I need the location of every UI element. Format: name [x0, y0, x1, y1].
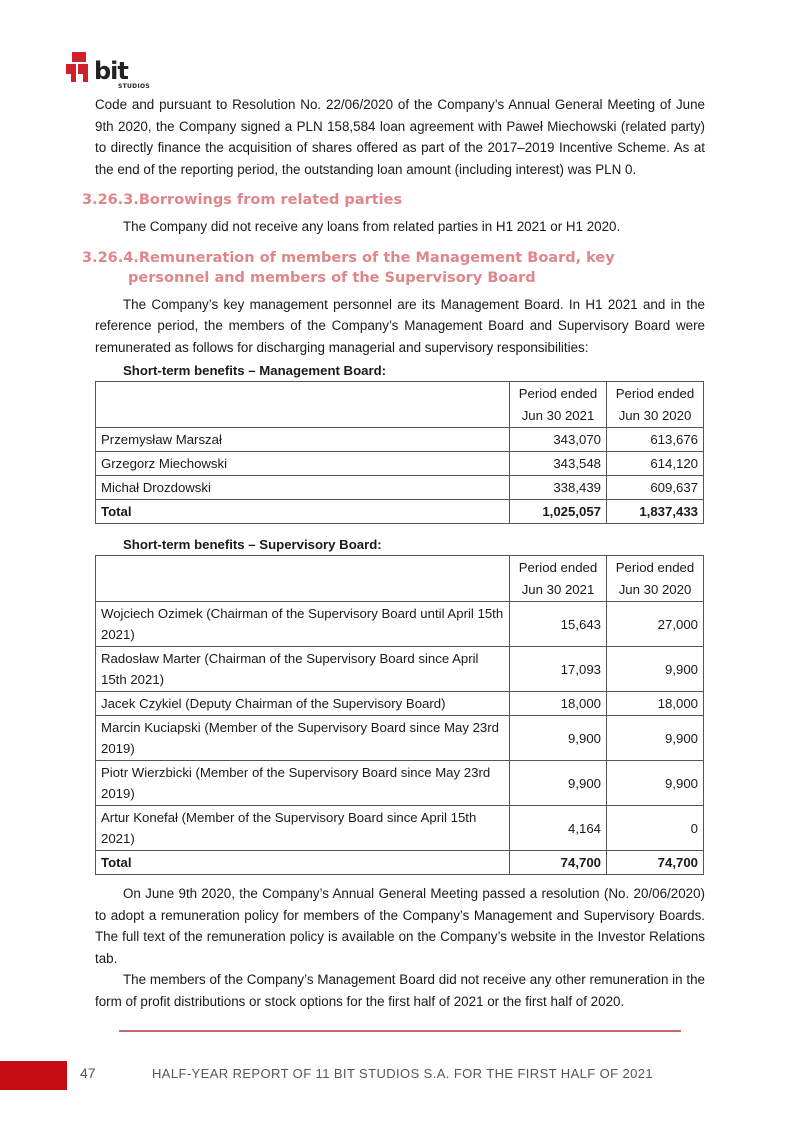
- value-2020: 27,000: [607, 602, 704, 647]
- heading-borrowings: 3.26.3.Borrowings from related parties: [82, 192, 403, 208]
- value-2020: 0: [607, 806, 704, 851]
- member-name: Piotr Wierzbicki (Member of the Supervisory Board since May 23rd 2019): [96, 761, 510, 806]
- company-logo: [66, 50, 156, 94]
- member-name: Artur Konefał (Member of the Supervisory Board since April 15th 2021): [96, 806, 510, 851]
- intro-paragraph: Code and pursuant to Resolution No. 22/06/2020 of the Company’s Annual General Meeting of June 9th 2020, the Company signed a PLN 158,584 loan agreement with Paweł Miechowski (related party) to directly finance the acquisition of shares offered as part of the 2017–2019 Incentive Scheme. As at the end of the reporting period, the outstanding loan amount (including interest) was PLN 0.: [95, 97, 705, 177]
- value-2020: 609,637: [607, 476, 704, 500]
- member-name: Grzegorz Miechowski: [96, 452, 510, 476]
- page-content: [82, 94, 705, 1012]
- total-label: Total: [96, 851, 510, 875]
- mgmt-table-caption: Short-term benefits – Management Board:: [123, 363, 387, 378]
- footer-accent-block: [0, 1061, 67, 1090]
- total-row: [96, 500, 704, 524]
- value-2021: 343,548: [510, 452, 607, 476]
- value-2020: 614,120: [607, 452, 704, 476]
- table-row: [96, 761, 704, 806]
- value-2021: 343,070: [510, 428, 607, 452]
- other-remuneration-paragraph: The members of the Company’s Management Board did not receive any other remuneration in the form of profit distributions or stock options for the first half of 2021 or the first half of 2020.: [95, 972, 705, 1009]
- table-header-row: [96, 382, 704, 428]
- logo-wordmark: bit: [94, 57, 128, 85]
- value-2020: 9,900: [607, 761, 704, 806]
- value-2021: 17,093: [510, 647, 607, 692]
- member-name: Jacek Czykiel (Deputy Chairman of the Supervisory Board): [96, 692, 510, 716]
- supervisory-board-table: [95, 555, 704, 875]
- member-name: Marcin Kuciapski (Member of the Supervisory Board since May 23rd 2019): [96, 716, 510, 761]
- value-2020: 613,676: [607, 428, 704, 452]
- value-2021: 9,900: [510, 761, 607, 806]
- table-row: [96, 647, 704, 692]
- remuneration-paragraph: The Company’s key management personnel are its Management Board. In H1 2021 and in the reference period, the members of the Company’s Management Board and Supervisory Board were remunerated as follows for discharging managerial and supervisory responsibilities:: [95, 296, 705, 355]
- total-label: Total: [96, 500, 510, 524]
- total-2020: 1,837,433: [607, 500, 704, 524]
- total-2021: 1,025,057: [510, 500, 607, 524]
- policy-paragraph: On June 9th 2020, the Company’s Annual General Meeting passed a resolution (No. 20/06/2020) to adopt a remuneration policy for members of the Company’s Management and Supervisory Boards. The full text of the remuneration policy is available on the Company’s website in the Investor Relations tab.: [95, 886, 705, 966]
- total-2020: 74,700: [607, 851, 704, 875]
- footer-divider: [119, 1030, 681, 1032]
- mgmt-board-table: [95, 381, 704, 524]
- header-2020: Period ended Jun 30 2020: [607, 382, 704, 428]
- header-empty-cell: [96, 382, 510, 428]
- table-row: [96, 452, 704, 476]
- table-row: [96, 428, 704, 452]
- member-name: Radosław Marter (Chairman of the Supervisory Board since April 15th 2021): [96, 647, 510, 692]
- member-name: Michał Drozdowski: [96, 476, 510, 500]
- footer-title: HALF-YEAR REPORT OF 11 BIT STUDIOS S.A. FOR THE FIRST HALF OF 2021: [152, 1066, 654, 1081]
- header-2020: Period ended Jun 30 2020: [607, 556, 704, 602]
- value-2021: 9,900: [510, 716, 607, 761]
- header-2021: Period ended Jun 30 2021: [510, 556, 607, 602]
- table-row: [96, 602, 704, 647]
- total-2021: 74,700: [510, 851, 607, 875]
- heading-remuneration: [82, 248, 705, 288]
- page-number: 47: [80, 1065, 96, 1081]
- value-2021: 15,643: [510, 602, 607, 647]
- member-name: Wojciech Ozimek (Chairman of the Supervisory Board until April 15th 2021): [96, 602, 510, 647]
- value-2021: 18,000: [510, 692, 607, 716]
- value-2020: 18,000: [607, 692, 704, 716]
- value-2020: 9,900: [607, 647, 704, 692]
- sup-table-caption: Short-term benefits – Supervisory Board:: [123, 537, 382, 552]
- logo-subtext: STUDIOS: [118, 83, 151, 90]
- total-row: [96, 851, 704, 875]
- header-empty-cell: [96, 556, 510, 602]
- table-header-row: [96, 556, 704, 602]
- table-row: [96, 476, 704, 500]
- heading-remuneration-line2: personnel and members of the Supervisory Board: [128, 269, 536, 286]
- heading-remuneration-line1: 3.26.4.Remuneration of members of the Management Board, key: [82, 249, 615, 266]
- member-name: Przemysław Marszał: [96, 428, 510, 452]
- table-row: [96, 692, 704, 716]
- header-2021: Period ended Jun 30 2021: [510, 382, 607, 428]
- table-row: [96, 716, 704, 761]
- borrowings-paragraph: The Company did not receive any loans from related parties in H1 2021 or H1 2020.: [123, 219, 621, 234]
- value-2021: 4,164: [510, 806, 607, 851]
- value-2021: 338,439: [510, 476, 607, 500]
- table-row: [96, 806, 704, 851]
- value-2020: 9,900: [607, 716, 704, 761]
